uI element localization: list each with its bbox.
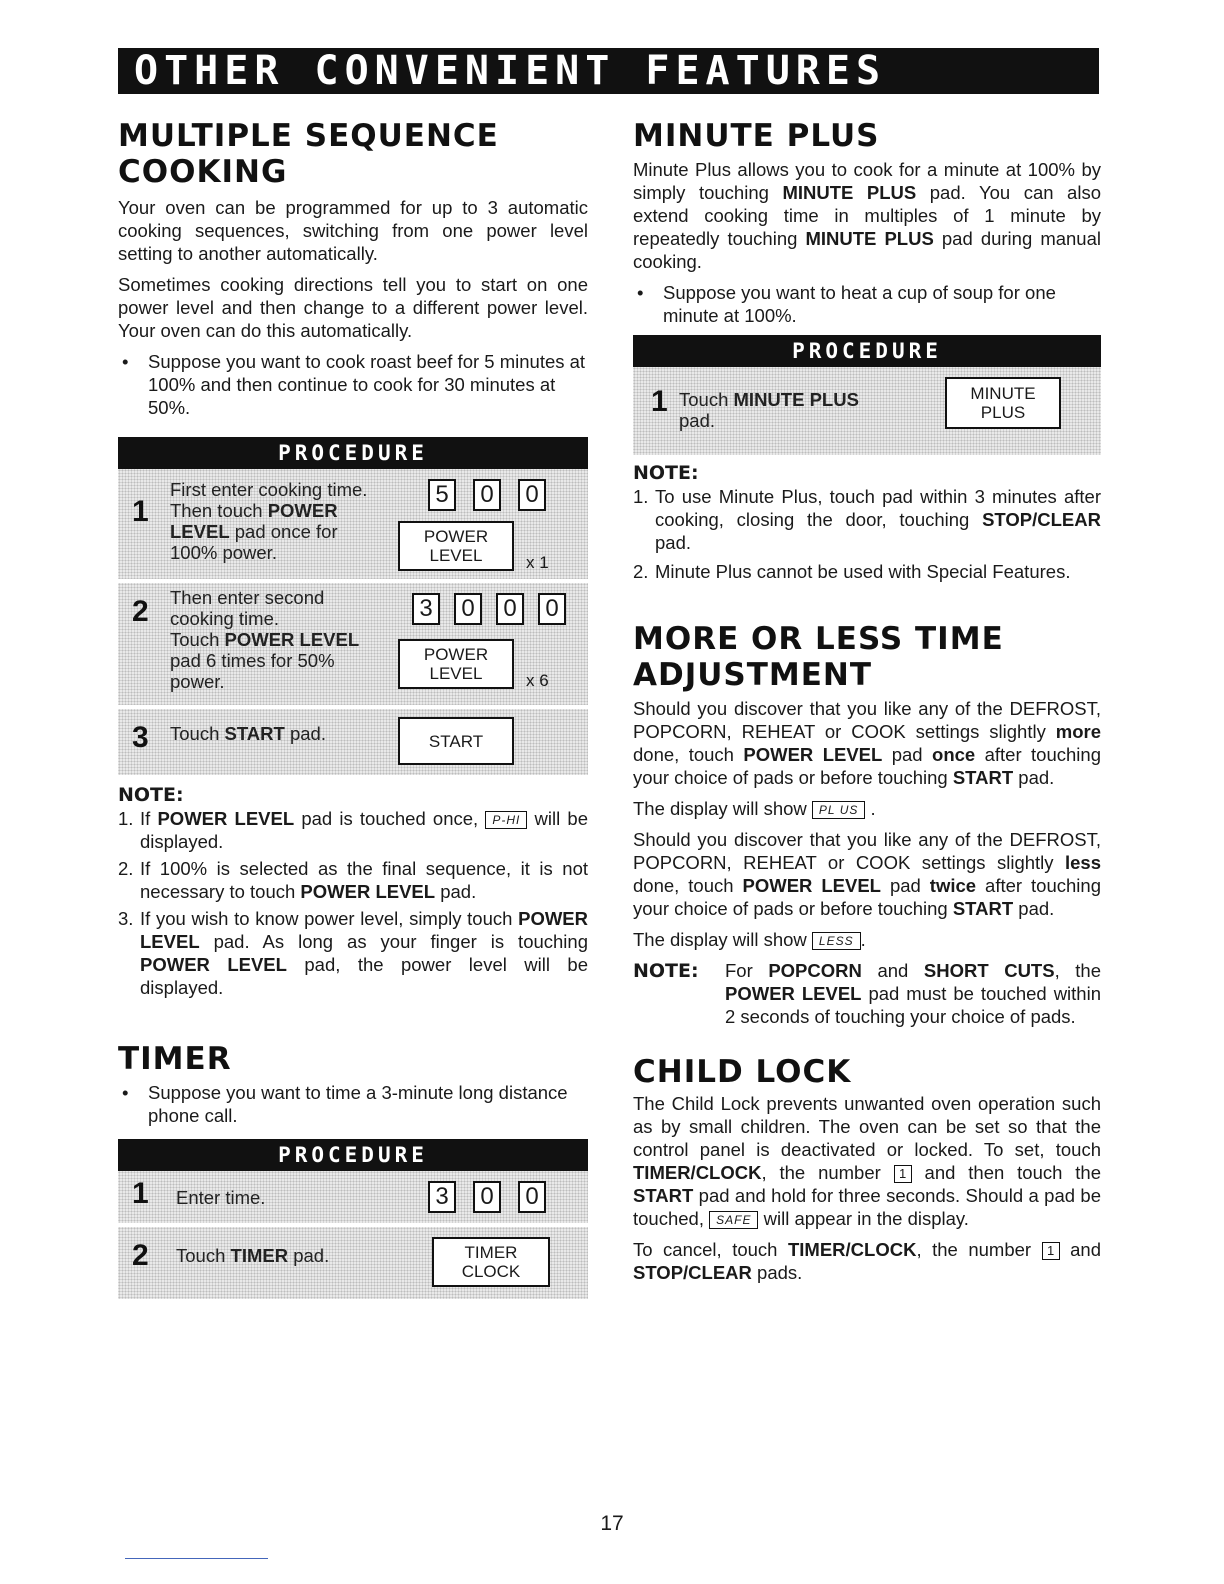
display-readout: SAFE — [709, 1211, 758, 1229]
multiple-para2: Sometimes cooking directions tell you to start on one power level and then change to a different power level. Your oven can do this automatically. — [118, 274, 588, 341]
left-column — [118, 118, 588, 1299]
procedure-header: PROCEDURE — [633, 335, 1101, 367]
multiple-bullet: • Suppose you want to cook roast beef for 5 minutes at 100% and then continue to cook for 30 minutes at 50%. — [122, 351, 586, 418]
step-text: Touch MINUTE PLUS pad. — [679, 389, 859, 431]
digit-key[interactable]: 0 — [538, 593, 566, 625]
adjust-para1: Should you discover that you like any of the DEFROST, POPCORN, REHEAT or COOK settings slightly more done, touch POWER LEVEL pad once after touching your choice of pads or before touching START pad. — [633, 698, 1101, 788]
timer-step-2 — [118, 1227, 588, 1299]
digit-key[interactable]: 3 — [412, 593, 440, 625]
step-3 — [118, 709, 588, 775]
note-item: 2. If 100% is selected as the final sequence, it is not necessary to touch POWER LEVEL pad. — [118, 858, 588, 902]
number-1-key: 1 — [894, 1165, 912, 1183]
power-level-key[interactable]: POWER LEVEL — [398, 521, 514, 571]
step-number: 3 — [132, 721, 149, 754]
power-level-key[interactable]: POWER LEVEL — [398, 639, 514, 689]
timer-clock-key[interactable]: TIMER CLOCK — [432, 1237, 550, 1287]
digit-key[interactable]: 0 — [454, 593, 482, 625]
multiplier: x 6 — [526, 671, 549, 690]
digit-key[interactable]: 5 — [428, 479, 456, 511]
note-item: 3. If you wish to know power level, simply touch POWER LEVEL pad. As long as your finger is touching POWER LEVEL pad, the power level will be displayed. — [118, 908, 588, 998]
procedure-header: PROCEDURE — [118, 1139, 588, 1171]
digit-key[interactable]: 3 — [428, 1181, 456, 1213]
timer-step-1 — [118, 1171, 588, 1223]
digit-key[interactable]: 0 — [518, 479, 546, 511]
number-1-key: 1 — [1042, 1242, 1060, 1260]
step-number: 1 — [132, 495, 149, 528]
child-lock-para2: To cancel, touch TIMER/CLOCK, the number 1 and STOP/CLEAR pads. — [633, 1239, 1101, 1283]
step-number: 2 — [132, 1239, 149, 1272]
adjust-display2: The display will show LESS . — [633, 929, 866, 950]
step-number: 1 — [132, 1177, 149, 1210]
procedure-header: PROCEDURE — [118, 437, 588, 469]
step-text: Touch START pad. — [170, 723, 326, 744]
multiple-intro: Your oven can be programmed for up to 3 automatic cooking sequences, switching from one power level setting to another automatically. — [118, 197, 588, 264]
child-lock-heading: CHILD LOCK — [633, 1054, 852, 1090]
step-2 — [118, 583, 588, 705]
start-key[interactable]: START — [398, 717, 514, 765]
digit-key[interactable]: 0 — [496, 593, 524, 625]
timer-heading: TIMER — [118, 1041, 232, 1077]
minute-plus-notes — [633, 485, 1101, 583]
footer-underline — [125, 1558, 268, 1559]
multiple-notes — [118, 807, 588, 999]
note-heading: NOTE: — [118, 784, 184, 806]
note-item: 1. To use Minute Plus, touch pad within 3 minutes after cooking, closing the door, touching STOP/CLEAR pad. — [633, 486, 1101, 553]
step-number: 2 — [132, 595, 149, 628]
step-text: Then enter second cooking time. Touch POWER LEVEL pad 6 times for 50% power. — [170, 587, 360, 692]
multiplier: x 1 — [526, 553, 549, 572]
minute-plus-bullet: • Suppose you want to heat a cup of soup for one minute at 100%. — [637, 282, 1056, 326]
adjustment-heading: MORE OR LESS TIME ADJUSTMENT — [633, 621, 1004, 693]
minute-plus-heading: MINUTE PLUS — [633, 118, 880, 154]
display-readout: PL US — [812, 801, 865, 819]
page-number: 17 — [600, 1512, 624, 1535]
step-number: 1 — [651, 385, 668, 418]
display-readout: P-HI — [485, 811, 527, 829]
right-column — [633, 118, 1101, 1284]
digit-key[interactable]: 0 — [473, 1181, 501, 1213]
timer-bullet: • Suppose you want to time a 3-minute long distance phone call. — [122, 1082, 568, 1126]
display-readout: LESS — [812, 932, 861, 950]
step-1 — [118, 469, 588, 579]
step-text: Touch TIMER pad. — [176, 1245, 330, 1266]
note-heading: NOTE: — [633, 462, 699, 484]
adjust-para2: Should you discover that you like any of the DEFROST, POPCORN, REHEAT or COOK settings slightly less done, touch POWER LEVEL pad twice after touching your choice of pads or before touching START pad. — [633, 829, 1101, 919]
note-item: 1. If POWER LEVEL pad is touched once, P-HI will be displayed. — [118, 808, 588, 852]
adjust-note: NOTE: For POPCORN and SHORT CUTS, the POWER LEVEL pad must be touched within 2 seconds of touching your choice of pads. — [633, 960, 1102, 1027]
minute-step-1 — [633, 367, 1101, 455]
minute-plus-key[interactable]: MINUTE PLUS — [945, 377, 1061, 429]
note-item: 2. Minute Plus cannot be used with Special Features. — [633, 561, 1071, 582]
digit-key[interactable]: 0 — [518, 1181, 546, 1213]
multiple-sequence-heading: MULTIPLE SEQUENCE COOKING — [118, 118, 499, 190]
page-banner: OTHER CONVENIENT FEATURES — [118, 48, 1099, 94]
minute-plus-intro: Minute Plus allows you to cook for a minute at 100% by simply touching MINUTE PLUS pad. You can also extend cooking time in multiples of 1 minute by repeatedly touching MINUTE PLUS pad during manual cooking. — [633, 159, 1101, 272]
digit-key[interactable]: 0 — [473, 479, 501, 511]
adjust-display1: The display will show PL US . — [633, 798, 876, 819]
step-text: First enter cooking time. Then touch POWER LEVEL pad once for 100% power. — [170, 479, 368, 563]
step-text: Enter time. — [176, 1187, 266, 1208]
child-lock-para1: The Child Lock prevents unwanted oven operation such as by small children. The oven can be set so that the control panel is deactivated or locked. To set, touch TIMER/CLOCK, the number 1 and then touch the START pad and hold for three seconds. Should a pad be touched, SAFE will appear in the display. — [633, 1093, 1101, 1229]
